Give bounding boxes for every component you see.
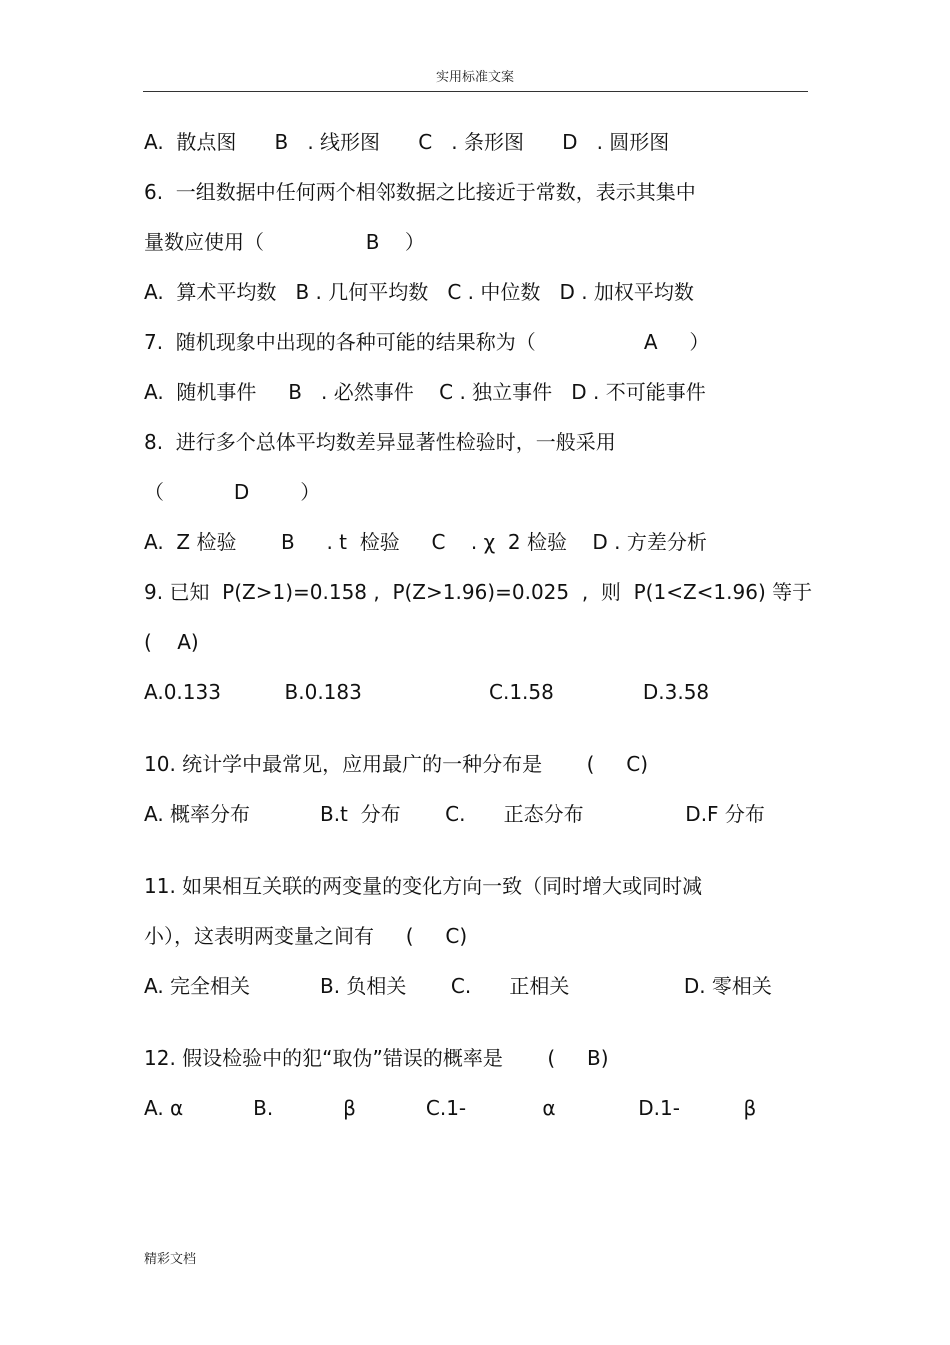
q6-text-line1: 6. 一组数据中任何两个相邻数据之比接近于常数，表示其集中 <box>144 180 696 204</box>
q9-text-line1: 9. 已知 P(Z>1)=0.158 , P(Z>1.96)=0.025 , 则 P(1<Z<1.96) 等于 <box>144 580 813 604</box>
q6-options: A. 算术平均数 B . 几何平均数 C . 中位数 D . 加权平均数 <box>144 280 694 304</box>
q11-options: A. 完全相关 B. 负相关 C. 正相关 D. 零相关 <box>144 974 772 998</box>
header-divider <box>143 91 808 92</box>
page-footer: 精彩文档 <box>144 1252 197 1267</box>
q5-options: A. 散点图 B . 线形图 C . 条形图 D . 圆形图 <box>144 130 670 154</box>
q8-options: A. Z 检验 B . t 检验 C . χ 2 检验 D . 方差分析 <box>144 530 707 554</box>
q10-text: 10. 统计学中最常见，应用最广的一种分布是 ( C) <box>144 752 649 776</box>
q8-text-line2: （ D ） <box>144 480 321 504</box>
q6-text-line2: 量数应使用（ B ） <box>144 230 425 254</box>
q9-text-line2: ( A) <box>144 630 199 654</box>
q10-options: A. 概率分布 B.t 分布 C. 正态分布 D.F 分布 <box>144 802 765 826</box>
q12-text: 12. 假设检验中的犯“取伪”错误的概率是 ( B) <box>144 1046 609 1070</box>
q11-text-line1: 11. 如果相互关联的两变量的变化方向一致（同时增大或同时减 <box>144 874 703 898</box>
q7-text: 7. 随机现象中出现的各种可能的结果称为（ A ） <box>144 330 710 354</box>
q11-text-line2: 小），这表明两变量之间有 ( C) <box>144 924 468 948</box>
q7-options: A. 随机事件 B . 必然事件 C . 独立事件 D . 不可能事件 <box>144 380 706 404</box>
page-header: 实用标准文案 <box>435 70 514 85</box>
q12-options: A. α B. β C.1- α D.1- β <box>144 1096 757 1120</box>
q9-options: A.0.133 B.0.183 C.1.58 D.3.58 <box>144 680 710 704</box>
q8-text-line1: 8. 进行多个总体平均数差异显著性检验时，一般采用 <box>144 430 616 454</box>
